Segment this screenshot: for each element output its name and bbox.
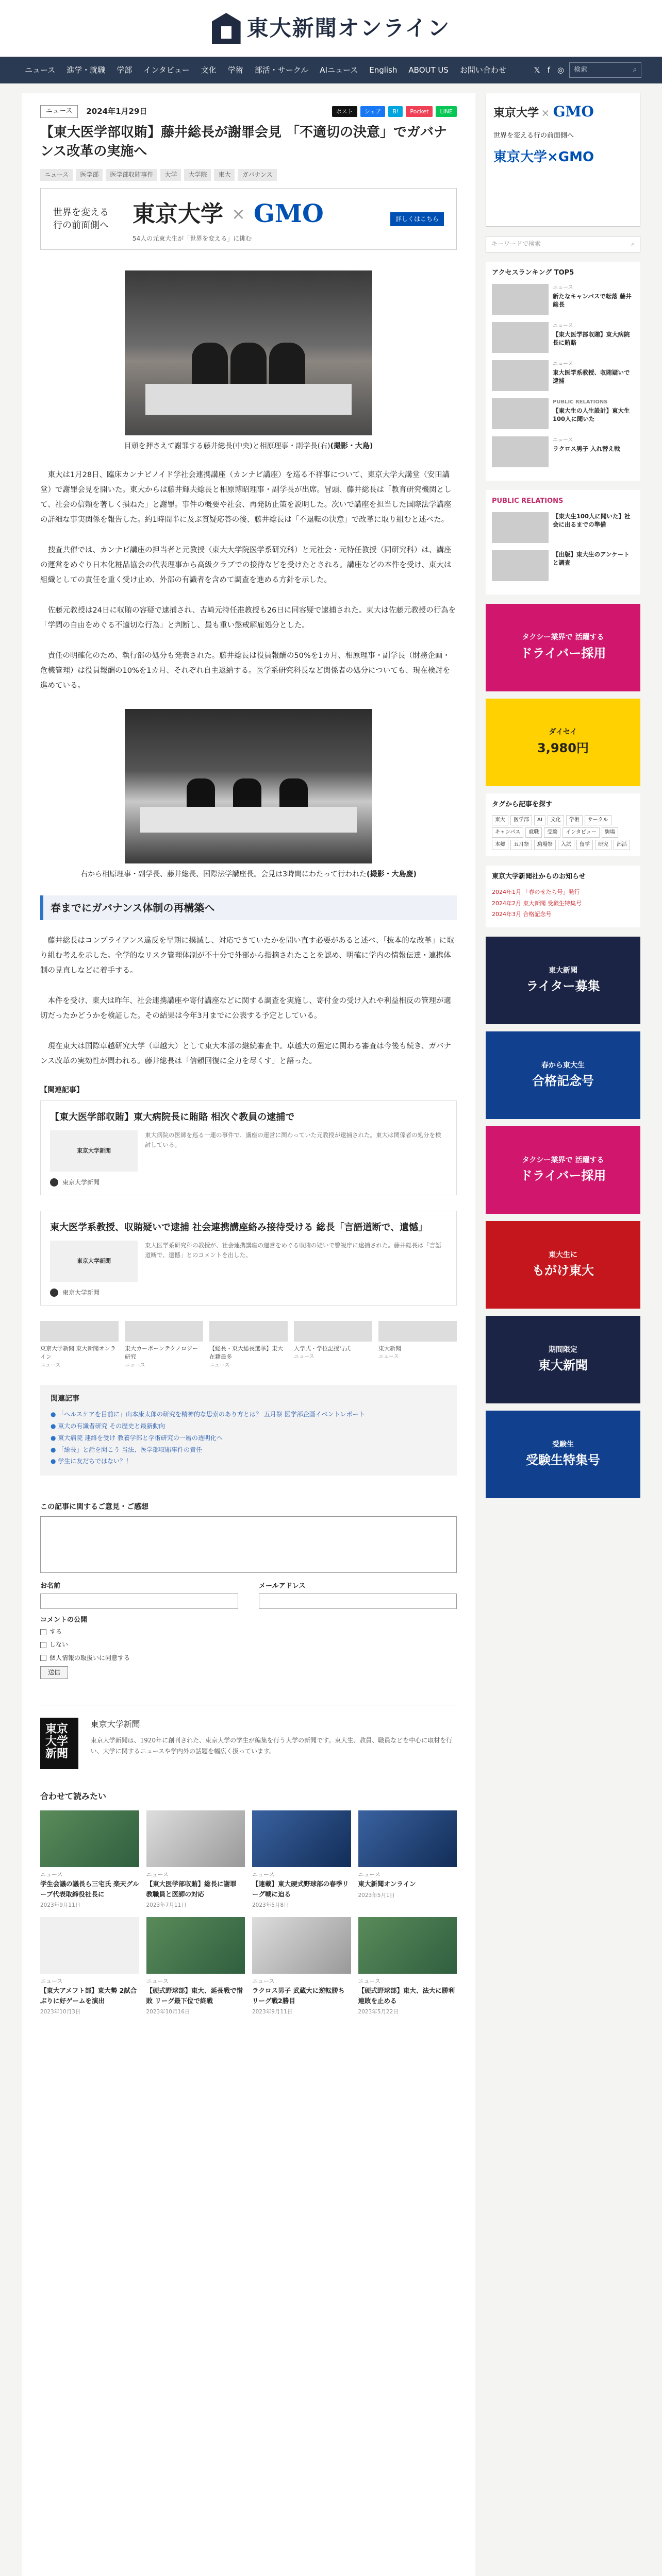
tag[interactable]: 本郷 xyxy=(492,840,508,850)
related-link[interactable]: ● 東大の有識者研究 その歴史と最新動向 xyxy=(51,1420,446,1432)
ranking-box xyxy=(486,262,640,481)
sidebar-ad-brand-2: GMO xyxy=(553,103,594,120)
promo-line1: 受験生 xyxy=(552,1440,574,1449)
promo-banner[interactable] xyxy=(486,1031,640,1119)
also-title: 【東大医学部収賄】総長に謝罪 教職員と医師の対応 xyxy=(146,1880,237,1898)
tag[interactable]: ガバナンス xyxy=(238,169,276,181)
mini-title: 東大カーボーンテクノロジー研究 xyxy=(125,1345,198,1361)
search-icon: ⌕ xyxy=(631,240,635,248)
links-title: 関連記事 xyxy=(51,1394,79,1403)
photo-person xyxy=(187,778,215,809)
also-read-item[interactable] xyxy=(146,1810,245,1910)
timeline-item[interactable]: 2024年1月 「春のせたら号」発行 xyxy=(492,889,580,896)
caption-text: 右から相原理事・副学長、藤井総長、国際法学講座長。会見は3時間にわたって行われた xyxy=(80,870,367,878)
tag[interactable]: 入試 xyxy=(558,840,574,850)
also-title: 【硬式野球部】東大、法大に勝利 連敗を止める xyxy=(358,1987,455,2005)
also-thumb xyxy=(252,1810,351,1867)
timeline-list xyxy=(492,888,634,919)
mini-cat: ニュース xyxy=(294,1354,315,1360)
photo-person xyxy=(233,778,261,809)
related-source xyxy=(50,1288,447,1298)
article-meta xyxy=(40,105,457,118)
links-list xyxy=(51,1409,446,1467)
nav-item[interactable]: 学部 xyxy=(117,65,133,75)
promo-line2: ドライバー採用 xyxy=(520,646,606,660)
nav-item[interactable]: 学術 xyxy=(227,65,243,75)
promo-line1: 春から東大生 xyxy=(541,1061,585,1070)
tag[interactable]: インタビュー xyxy=(562,827,600,838)
also-cat: ニュース xyxy=(146,1977,169,1985)
nav-item[interactable]: 文化 xyxy=(201,65,217,75)
checkbox-icon xyxy=(40,1655,46,1661)
tag[interactable]: 学術 xyxy=(566,815,583,825)
article-date: 2024年1月29日 xyxy=(86,107,147,116)
instagram-icon[interactable]: ◎ xyxy=(557,65,564,75)
promo-line2: 受験生特集号 xyxy=(526,1452,600,1467)
related-link[interactable]: ● 「総長」と話を聞こう 当法、医学部収賄事件の責任 xyxy=(51,1444,446,1456)
promo-line1: ダイセイ xyxy=(549,728,577,737)
also-title: 【硬式野球部】東大、延長戦で惜敗 リーグ最下位で終戦 xyxy=(146,1987,243,2005)
tag[interactable]: 医学部収賄事件 xyxy=(106,169,157,181)
site-title: 東大新聞オンライン xyxy=(246,15,451,41)
sidebar-ad-copy: 世界を変える行の前面側へ xyxy=(493,131,574,140)
pr-box xyxy=(486,490,640,595)
ranking-cat: ニュース xyxy=(553,323,573,329)
ranking-title-text: 【東大医学部収賄】東大病院長に賄賂 xyxy=(553,330,630,347)
also-cat: ニュース xyxy=(358,1871,380,1878)
also-thumb xyxy=(40,1917,139,1974)
article-paragraph: 捜査共催では、カンナビ講座の担当者と元教授（東大大学院医学系研究科）と元社会・元特任教授（同研究科）は、講座の運営をめぐり日本化粧品協会の代表理事から高級クラブでの接待などを受けたとされる。講座などの本件を受け、東大は組織としての責任を重く受け止め、外部の有識者を含めて調査を進める方針を示した。 xyxy=(40,546,452,584)
pr-item-title: 【出版】東大生のアンケートと調査 xyxy=(553,550,630,567)
pr-thumb xyxy=(492,550,549,581)
ranking-thumb xyxy=(492,360,549,391)
share-line-button[interactable]: LINE xyxy=(436,106,457,117)
promo-line1: タクシー業界で 活躍する xyxy=(522,633,604,642)
caption-credit: (撮影・大島慶) xyxy=(367,870,417,878)
ranking-item[interactable] xyxy=(492,360,634,391)
article-paragraph: 佐藤元教授は24日に収賄の容疑で逮捕され、吉崎元特任准教授も26日に同容疑で逮捕された。東大は佐藤元教授の行為を「学問の自由をめぐる不適切な行為」と判断し、最も重い懲戒解雇処分とした。 xyxy=(40,606,456,630)
mini-thumb xyxy=(125,1321,203,1342)
also-read-grid xyxy=(40,1810,457,2016)
ad-sub: 54人の元東大生が「世界を変える」に挑む xyxy=(133,235,252,243)
related-body xyxy=(50,1241,447,1282)
promo-line2: 合格記念号 xyxy=(532,1073,594,1088)
also-date: 2023年9月11日 xyxy=(252,2009,293,2015)
ranking-title: アクセスランキング TOP5 xyxy=(492,269,574,277)
share-buttons xyxy=(332,106,457,117)
also-cat: ニュース xyxy=(252,1871,275,1878)
also-title: 学生会議の議長ら三宅氏 楽天グループ代表取締役社長に xyxy=(40,1880,139,1898)
author-logo: 東京大学新聞 xyxy=(40,1718,78,1769)
pr-item-title: 【東大生100人に聞いた】社会に出るまでの準備 xyxy=(553,512,631,529)
also-cat: ニュース xyxy=(40,1871,63,1878)
mini-title: 入学式・学位記授与式 xyxy=(294,1345,351,1352)
promo-banner[interactable] xyxy=(486,1126,640,1214)
also-read-item[interactable] xyxy=(40,1917,139,2016)
also-thumb xyxy=(358,1917,457,1974)
also-thumb xyxy=(40,1810,139,1867)
tag[interactable]: 五月祭 xyxy=(510,840,532,850)
promo-banner[interactable] xyxy=(486,604,640,691)
tag[interactable]: 東大 xyxy=(214,169,235,181)
mini-article[interactable] xyxy=(40,1321,119,1369)
promo-line1: 期間限定 xyxy=(549,1345,577,1354)
source-name: 東京大学新聞 xyxy=(62,1289,100,1296)
timeline-item[interactable]: 2024年2月 東大新聞 受験生特集号 xyxy=(492,900,582,907)
promo-banner[interactable] xyxy=(486,699,640,786)
also-date: 2023年9月11日 xyxy=(40,1902,81,1908)
pr-thumb xyxy=(492,512,549,543)
ranking-cat: PUBLIC RELATIONS xyxy=(553,399,608,405)
opinion-form-label: この記事に関するご意見・ご感想 xyxy=(40,1503,148,1512)
related-thumb: 東京大学新聞 xyxy=(50,1130,138,1172)
ranking-item[interactable] xyxy=(492,436,634,467)
author-name[interactable]: 東京大学新聞 xyxy=(90,1719,140,1730)
related-card[interactable] xyxy=(40,1100,457,1195)
photo-caption-1 xyxy=(40,440,457,452)
sidebar-search-input[interactable] xyxy=(486,236,640,252)
ranking-item[interactable] xyxy=(492,398,634,429)
nav-search-input[interactable] xyxy=(569,62,641,78)
email-input[interactable] xyxy=(259,1594,457,1609)
sidebar-ad[interactable]: 東京大学 × GMO 世界を変える行の前面側へ 東京大学×GMO xyxy=(486,93,640,227)
related-card[interactable] xyxy=(40,1211,457,1306)
related-link[interactable]: ● 「ヘルスケアを目前に」山本康太郎の研究を精神的な思索のあり方とは？ 五月祭 医学部企画イベントレポート xyxy=(51,1409,446,1420)
consent-checkbox[interactable] xyxy=(40,1653,457,1663)
promo-line1: 東大新聞 xyxy=(549,966,577,975)
ad-banner[interactable] xyxy=(40,188,457,250)
also-read-item[interactable] xyxy=(358,1810,457,1910)
sidebar-ad-title: 東京大学×GMO xyxy=(493,149,594,165)
also-date: 2023年5月22日 xyxy=(358,2009,399,2015)
promo-banner[interactable] xyxy=(486,937,640,1024)
name-label: お名前 xyxy=(40,1582,61,1590)
form-inputs xyxy=(40,1594,457,1609)
facebook-icon[interactable]: f xyxy=(547,65,550,75)
related-links-box xyxy=(40,1385,457,1476)
tag[interactable]: 部活 xyxy=(614,840,630,850)
mini-cat: ニュース xyxy=(40,1362,61,1368)
tag[interactable]: キャンパス xyxy=(492,827,523,838)
also-title: ラクロス男子 武蔵大に逆転勝ち リーグ戦2勝目 xyxy=(252,1987,345,2005)
photo-desk xyxy=(145,384,352,415)
tags-title: タグから記事を探す xyxy=(492,800,553,808)
also-thumb xyxy=(252,1917,351,1974)
photo-caption-2 xyxy=(40,869,457,880)
promo-line2: ライター募集 xyxy=(526,978,600,993)
tag[interactable]: 医学部 xyxy=(76,169,103,181)
nav-item[interactable]: お問い合わせ xyxy=(459,65,506,75)
radio-icon xyxy=(40,1642,46,1648)
also-read-item[interactable] xyxy=(252,1810,351,1910)
also-date: 2023年10月3日 xyxy=(40,2009,81,2015)
article-paragraph: 本件を受け、東大は昨年、社会連携講座や寄付講座などに関する調査を実施し、寄付金の受け入れや利益相反の管理が適切だったかどうかを検証した。その結果は今年3月までに公表する予定としている。 xyxy=(40,997,451,1021)
share-hatena-button[interactable]: B! xyxy=(388,106,403,117)
article-paragraph: 藤井総長はコンプライアンス違反を早期に撲滅し、対応できていたかを問い直す必要があると述べ、「抜本的な改革」に取り組む考えを示した。全学的なリスク管理体制が不十分で外部から指摘されたことを認め、明確に学内の情報伝達・連携体制の見直しなどに着手する。 xyxy=(40,937,454,975)
also-cat: ニュース xyxy=(40,1977,63,1985)
sidebar-ad-brand-1: 東京大学 xyxy=(493,106,539,120)
article-headline: 【東大医学部収賄】藤井総長が謝罪会見 「不適切の決意」でガバナンス改革の実施へ xyxy=(40,124,448,160)
article-paragraph: 責任の明確化のため、執行部の処分も発表された。藤井総長は役員報酬の50%を1カ月、相原理事・副学長（財務企画・危機管理）は役員報酬の10%を1カ月、それぞれ自主返納する。医学系研究科長など関係者の処分についても、現在検討を進めている。 xyxy=(40,651,451,690)
tag[interactable]: 東大 xyxy=(492,815,508,825)
related-title[interactable]: 【東大医学部収賄】東大病院長に賄賂 相次ぐ教員の逮捕で xyxy=(50,1111,295,1123)
x-icon[interactable]: 𝕏 xyxy=(534,65,540,75)
photo-desk xyxy=(140,807,357,833)
tag-cloud-box xyxy=(486,793,640,857)
mini-thumb xyxy=(378,1321,457,1342)
also-read-item[interactable] xyxy=(252,1917,351,2016)
sidebar-search-placeholder: キーワードで検索 xyxy=(491,240,541,248)
photo-person xyxy=(279,778,308,809)
promo-line2: 東大新聞 xyxy=(538,1358,588,1372)
mini-title: 東大新聞 xyxy=(378,1345,401,1352)
related-link[interactable]: ● 学生に友だちではない？！ xyxy=(51,1455,446,1467)
article-photo-1 xyxy=(125,270,372,435)
mini-title: 【総長・東大総長選挙】東大在籍最多 xyxy=(209,1345,283,1361)
timeline-box xyxy=(486,866,640,927)
ad-more-button[interactable]: 詳しくはこちら xyxy=(390,212,444,226)
ranking-title-text: ラクロス男子 入れ替え戦 xyxy=(553,445,620,452)
nav-item[interactable]: インタビュー xyxy=(143,65,190,75)
also-title: 東大新聞オンライン xyxy=(358,1880,416,1888)
promo-line2: もがけ東大 xyxy=(532,1263,594,1278)
ranking-title-text: 新たなキャンパスで転落 藤井総長 xyxy=(553,292,632,309)
main-nav xyxy=(0,57,662,83)
radio-icon xyxy=(40,1629,46,1635)
email-label: メールアドレス xyxy=(259,1582,306,1590)
author-box xyxy=(40,1705,457,1769)
promo-banner[interactable] xyxy=(486,1411,640,1498)
logo-mark-icon xyxy=(212,13,241,44)
timeline-item[interactable]: 2024年3月 合格記念号 xyxy=(492,911,552,918)
promo-banner[interactable] xyxy=(486,1316,640,1403)
photo-person xyxy=(269,343,305,389)
tag[interactable]: ニュース xyxy=(40,169,73,181)
tag[interactable]: 駒場 xyxy=(602,827,618,838)
ranking-title-text: 【東大生の人生設計】東大生 100人に聞いた xyxy=(553,406,630,423)
tag[interactable]: AI xyxy=(534,815,545,825)
radio-no[interactable] xyxy=(40,1640,457,1650)
related-label: 【関連記事】 xyxy=(40,1086,84,1095)
related-title[interactable]: 東大医学系教授、収賄疑いで逮捕 社会連携講座絡み接待受ける 総長「言語道断で、遺憾」 xyxy=(50,1222,428,1233)
source-icon xyxy=(50,1289,58,1297)
article-main xyxy=(22,93,475,2576)
ranking-thumb xyxy=(492,398,549,429)
share-facebook-button[interactable]: シェア xyxy=(360,106,386,117)
also-title: 【東大アメフト部】東大勢 2試合ぶりに好ゲームを演出 xyxy=(40,1987,137,2005)
tag[interactable]: 留学 xyxy=(576,840,593,850)
also-thumb xyxy=(358,1810,457,1867)
mini-cat: ニュース xyxy=(125,1362,145,1368)
section-heading: 春までにガバナンス体制の再構築へ xyxy=(40,895,457,920)
form-labels xyxy=(40,1581,457,1592)
also-read-item[interactable] xyxy=(146,1917,245,2016)
also-thumb xyxy=(146,1917,245,1974)
nav-search-placeholder: 検索 xyxy=(574,65,588,74)
also-date: 2023年7月11日 xyxy=(146,1902,187,1908)
timeline-title: 東京大学新聞社からのお知らせ xyxy=(492,873,586,881)
also-date: 2023年10月16日 xyxy=(146,2009,190,2015)
related-thumb: 東京大学新聞 xyxy=(50,1241,138,1282)
caption-text: 目頭を押さえて謝罪する藤井総長(中央)と相原理事・副学長(右) xyxy=(124,442,330,451)
mini-article[interactable] xyxy=(209,1321,288,1369)
source-name: 東京大学新聞 xyxy=(62,1178,100,1186)
share-pocket-button[interactable]: Pocket xyxy=(406,106,433,117)
tag[interactable]: 就職 xyxy=(525,827,542,838)
ad-brand-2: GMO xyxy=(253,199,324,229)
related-link[interactable]: ● 東大病院 連絡を受け 教養学部と学術研究の一層の透明化へ xyxy=(51,1432,446,1444)
photo-person xyxy=(230,343,267,389)
mini-thumb xyxy=(209,1321,288,1342)
site-logo[interactable] xyxy=(212,11,451,45)
mini-thumb xyxy=(294,1321,372,1342)
mini-cat: ニュース xyxy=(378,1354,399,1360)
promo-line1: タクシー業界で 活躍する xyxy=(522,1156,604,1164)
submit-button[interactable]: 送信 xyxy=(40,1666,68,1679)
ad-x: × xyxy=(231,204,245,224)
mini-article[interactable] xyxy=(294,1321,372,1369)
article-paragraph: 現在東大は国際卓越研究大学（卓越大）として東大本部の継続審査中。卓越大の選定に関わる審査は今後も続き、ガバナンス改革の実効性が問われる。藤井総長は「信頼回復に全力を尽くす」と語った。 xyxy=(40,1042,451,1066)
ranking-cat: ニュース xyxy=(553,284,573,291)
source-icon xyxy=(50,1178,58,1187)
tag[interactable]: 大学院 xyxy=(184,169,211,181)
tag[interactable]: 研究 xyxy=(595,840,611,850)
search-icon: ⌕ xyxy=(633,65,637,74)
also-title: 【連載】東大硬式野球部の春季リーグ戦に迫る xyxy=(252,1880,349,1898)
consent-label: 個人情報の取扱いに同意する xyxy=(49,1654,130,1662)
tag[interactable]: 駒場祭 xyxy=(534,840,556,850)
tag-cloud xyxy=(492,815,634,850)
promo-banner[interactable] xyxy=(486,1221,640,1309)
tag[interactable]: 医学部 xyxy=(510,815,532,825)
mini-cat: ニュース xyxy=(209,1362,230,1368)
mini-title: 東京大学新聞 東大新聞オンライン xyxy=(40,1345,116,1361)
article-tags xyxy=(40,169,457,181)
article-paragraph: 東大は1月28日、臨床カンナビノイド学社会連携講座（カンナビ講座）を巡る不祥事について、東京大学大講堂（安田講堂）で謝罪会見を開いた。東大からは藤井輝夫総長と相原博昭理事・副学長が出席。冒頭、藤井総長は「教育研究機関として、社会の信頼を著しく損ねた」と謝罪。事件の概要や社会、再発防止策を説明した。次いで講座を担当した国際法学講座の詳細な事実関係を報告した。約1時間半に及ぶ質疑応答の後、藤井総長は「不退転の決意」で改革に取り組むと述べた。 xyxy=(40,470,452,524)
ranking-cat: ニュース xyxy=(553,361,573,367)
pr-item[interactable] xyxy=(492,512,634,543)
promo-line1: 東大生に xyxy=(549,1250,577,1259)
opinion-textarea[interactable] xyxy=(40,1516,457,1573)
article-photo-2 xyxy=(125,709,372,863)
ranking-title-text: 東大医学系教授、収賄疑いで逮捕 xyxy=(553,368,630,385)
also-date: 2023年5月1日 xyxy=(358,1892,395,1899)
also-read-item[interactable] xyxy=(40,1810,139,1910)
also-cat: ニュース xyxy=(146,1871,169,1878)
nav-item[interactable]: English xyxy=(369,65,398,75)
ranking-item[interactable] xyxy=(492,322,634,353)
radio-yes[interactable] xyxy=(40,1627,457,1637)
photo-person xyxy=(192,343,228,389)
ranking-item[interactable] xyxy=(492,284,634,315)
nav-item[interactable]: 進学・就職 xyxy=(67,65,106,75)
comment-public-label: コメントの公開 xyxy=(40,1616,88,1624)
promo-line2: 3,980円 xyxy=(537,740,589,755)
site-header xyxy=(0,0,662,57)
mini-thumb xyxy=(40,1321,119,1342)
author-desc: 東京大学新聞は、1920年に創刊された、東京大学の学生が編集を行う大学の新聞です。東大生、教員、職員などを中心に取材を行い、大学に関するニュースや学内外の話題を幅広く扱っています。 xyxy=(90,1736,453,1755)
tag[interactable]: 文化 xyxy=(548,815,564,825)
tag[interactable]: 大学 xyxy=(160,169,181,181)
related-source xyxy=(50,1178,447,1188)
sidebar xyxy=(486,93,640,2576)
radio-yes-label: する xyxy=(49,1628,62,1636)
related-text: 東大医学系研究科の教授が、社会連携講座の運営をめぐる収賄の疑いで警視庁に逮捕された。藤井総長は「言語道断で、遺憾」とのコメントを出した。 xyxy=(145,1241,441,1259)
mini-article-grid xyxy=(40,1321,457,1369)
category-badge[interactable]: ニュース xyxy=(40,105,78,118)
related-text: 東大病院の医師を巡る一連の事件で、講座の運営に関わっていた元教授が逮捕された。東大は関係者の処分を検討している。 xyxy=(145,1131,441,1149)
promo-line2: ドライバー採用 xyxy=(520,1168,606,1183)
nav-item[interactable]: ニュース xyxy=(25,65,56,75)
nav-item[interactable]: ABOUT US xyxy=(408,65,449,75)
caption-credit: (撮影・大島) xyxy=(330,442,373,451)
ad-left-text: 世界を変える 行の前面側へ xyxy=(53,207,109,231)
also-cat: ニュース xyxy=(358,1977,380,1985)
also-read-item[interactable] xyxy=(358,1917,457,2016)
ad-brand-1: 東京大学 xyxy=(133,200,223,227)
ranking-thumb xyxy=(492,322,549,353)
name-input[interactable] xyxy=(40,1594,238,1609)
also-cat: ニュース xyxy=(252,1977,275,1985)
mini-article[interactable] xyxy=(378,1321,457,1369)
also-date: 2023年5月8日 xyxy=(252,1902,289,1908)
pr-item[interactable] xyxy=(492,550,634,581)
pr-title: PUBLIC RELATIONS xyxy=(492,497,564,505)
page-wrapper xyxy=(22,93,640,2576)
ranking-thumb xyxy=(492,436,549,467)
mini-article[interactable] xyxy=(125,1321,203,1369)
also-thumb xyxy=(146,1810,245,1867)
nav-item[interactable]: AIニュース xyxy=(320,65,358,75)
ranking-cat: ニュース xyxy=(553,437,573,443)
related-body xyxy=(50,1130,447,1172)
radio-no-label: しない xyxy=(49,1641,69,1649)
also-read-title: 合わせて読みたい xyxy=(40,1791,107,1802)
nav-item[interactable]: 部活・サークル xyxy=(254,65,309,75)
share-x-button[interactable]: ポスト xyxy=(332,106,357,117)
ranking-thumb xyxy=(492,284,549,315)
tag[interactable]: 受験 xyxy=(544,827,560,838)
tag[interactable]: サークル xyxy=(585,815,611,825)
